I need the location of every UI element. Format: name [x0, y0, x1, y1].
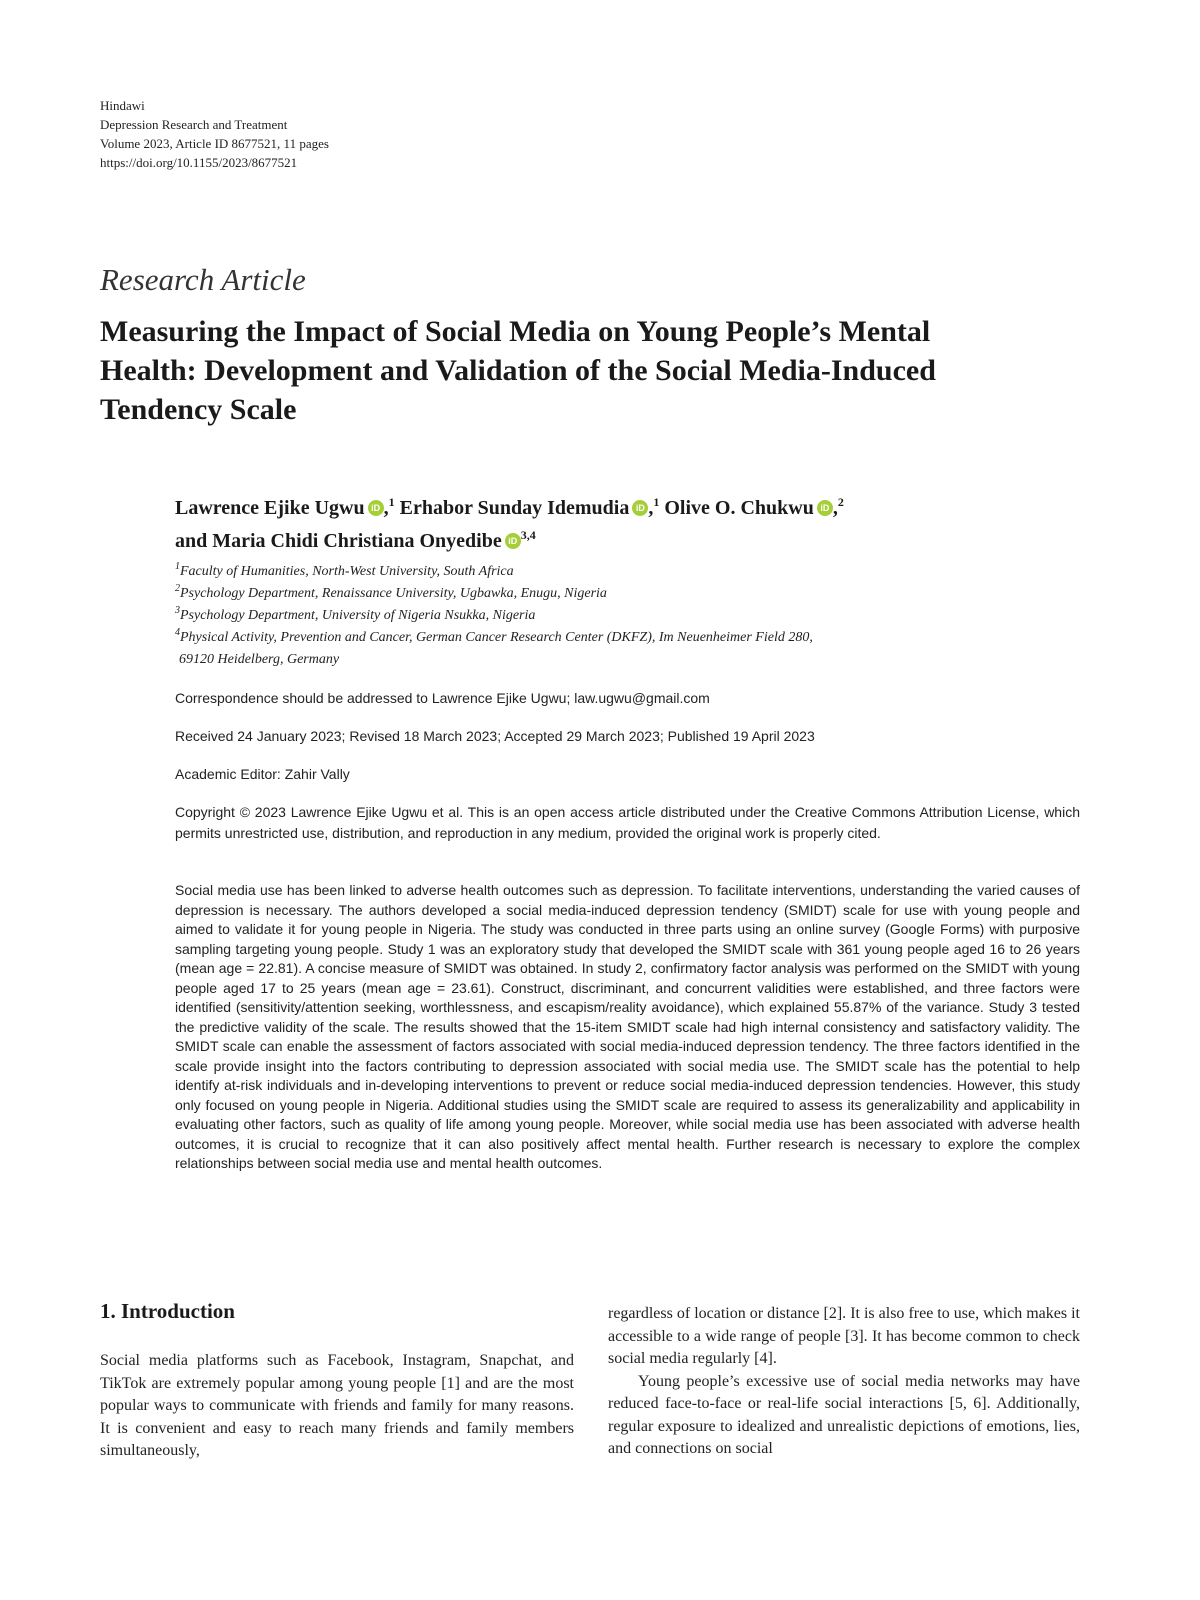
affiliation-text: Psychology Department, Renaissance University, Ugbawka, Enugu, Nigeria — [180, 586, 607, 601]
affiliation-item — [175, 561, 1105, 583]
title-line: Health: Development and Validation of the Social Media-Induced — [100, 354, 936, 387]
affiliation-item — [175, 627, 1105, 649]
affiliation-number: 1 — [175, 561, 180, 572]
affiliation-continuation: 69120 Heidelberg, Germany — [179, 652, 340, 667]
title-line: Measuring the Impact of Social Media on Young People’s Mental — [100, 315, 931, 348]
body-paragraph: regardless of location or distance [2]. It is also free to use, which makes it accessible to a wide range of people [3]. It has become common to check social media regularly [4]. — [608, 1305, 1080, 1367]
affiliation-item — [175, 605, 1105, 627]
volume-info: Volume 2023, Article ID 8677521, 11 pages — [100, 136, 329, 151]
affiliation-ref: 1 — [388, 495, 395, 509]
author-name[interactable]: Erhabor Sunday Idemudia — [399, 497, 630, 519]
affiliation-item — [175, 583, 1105, 605]
body-column-right — [608, 1303, 1080, 1461]
body-column-left — [100, 1350, 574, 1463]
journal-header — [100, 96, 329, 172]
affiliation-text: Physical Activity, Prevention and Cancer, German Cancer Research Center (DKFZ), Im Neuenheimer Field 280, — [180, 630, 813, 645]
author-conjunction: and — [175, 530, 208, 552]
dates-line: Received 24 January 2023; Revised 18 March 2023; Accepted 29 March 2023; Published 19 April 2023 — [175, 728, 815, 744]
affiliation-text: Psychology Department, University of Nigeria Nsukka, Nigeria — [180, 608, 536, 623]
title-line: Tendency Scale — [100, 393, 297, 426]
affiliation-number: 3 — [175, 605, 180, 616]
affiliation-ref: 1 — [653, 495, 660, 509]
copyright-notice: Copyright © 2023 Lawrence Ejike Ugwu et al. This is an open access article distributed under the Creative Commons Attribution License, which permits unrestricted use, distribution, and reproduction in any medium, provided the original work is properly cited. — [175, 804, 1080, 841]
orcid-icon[interactable]: iD — [505, 533, 521, 549]
body-paragraph: Social media platforms such as Facebook, Instagram, Snapchat, and TikTok are extremely popular among young people [1] and are the most popular ways to communicate with friends and family for many reasons. It is convenient and easy to reach many friends and family members simultaneously, — [100, 1352, 574, 1459]
article-type: Research Article — [100, 262, 306, 297]
doi-link[interactable]: https://doi.org/10.1155/2023/8677521 — [100, 155, 298, 170]
affiliation-number: 2 — [175, 583, 180, 594]
journal-name: Depression Research and Treatment — [100, 117, 288, 132]
orcid-icon[interactable]: iD — [632, 500, 648, 516]
author-list: Lawrence Ejike Ugwu iD ,$^1$ Erhabor Sunday Idemudia iD ,$^1$ Olive O. Chukwu iD ,$^2$ and Maria Chidi Christiana Onyedibe iD $^{3,4}$ — [175, 495, 844, 552]
orcid-icon[interactable]: iD — [817, 500, 833, 516]
author-name[interactable]: Maria Chidi Christiana Onyedibe — [212, 530, 502, 552]
orcid-icon[interactable]: iD — [368, 500, 384, 516]
body-paragraph: Young people’s excessive use of social media networks may have reduced face-to-face or real-life social interactions [5, 6]. Additionally, regular exposure to idealized and unrealistic depictions of emotions, lies, and connections on social — [608, 1372, 1080, 1457]
affiliation-ref: 3,4 — [520, 528, 536, 542]
publisher-name: Hindawi — [100, 98, 145, 113]
affiliation-ref: 2 — [837, 495, 844, 509]
article-title — [100, 312, 1100, 429]
author-name[interactable]: Lawrence Ejike Ugwu — [175, 497, 365, 519]
correspondence-line: Correspondence should be addressed to Lawrence Ejike Ugwu; law.ugwu@gmail.com — [175, 690, 710, 706]
affiliation-list — [175, 561, 1105, 671]
affiliation-number: 4 — [175, 627, 180, 638]
affiliation-text: Faculty of Humanities, North-West University, South Africa — [180, 564, 514, 579]
section-heading: 1. Introduction — [100, 1299, 235, 1323]
abstract-text: Social media use has been linked to adverse health outcomes such as depression. To facilitate interventions, understanding the varied causes of depression is necessary. The authors developed a social media-induced depression tendency (SMIDT) scale for use with young people and aimed to validate it for young people in Nigeria. The study was conducted in three parts using an online survey (Google Forms) with purposive sampling targeting young people. Study 1 was an exploratory study that developed the SMIDT scale with 361 young people aged 16 to 26 years (mean age = 22.81). A concise measure of SMIDT was obtained. In study 2, confirmatory factor analysis was performed on the SMIDT with young people aged 17 to 25 years (mean age = 23.61). Construct, discriminant, and concurrent validities were established, and three factors were identified (sensitivity/attention seeking, worthlessness, and escapism/reality avoidance), which explained 55.87% of the variance. Study 3 tested the predictive validity of the scale. The results showed that the 15-item SMIDT scale had high internal consistency and satisfactory validity. The SMIDT scale can enable the assessment of factors associated with social media-induced depression tendency. The three factors identified in the scale provide insight into the factors contributing to depression associated with social media use. The SMIDT scale has the potential to help identify at-risk individuals and in-developing interventions to prevent or reduce social media-induced depression tendencies. However, this study only focused on young people in Nigeria. Additional studies using the SMIDT scale are required to assess its generalizability and applicability in evaluating other factors, such as quality of life among young people. Moreover, while social media use has been associated with adverse health outcomes, it is crucial to recognize that it can also positively affect mental health. Further research is necessary to explore the complex relationships between social media use and mental health outcomes. — [175, 882, 1080, 1171]
academic-editor: Academic Editor: Zahir Vally — [175, 766, 350, 782]
author-name[interactable]: Olive O. Chukwu — [664, 497, 814, 519]
